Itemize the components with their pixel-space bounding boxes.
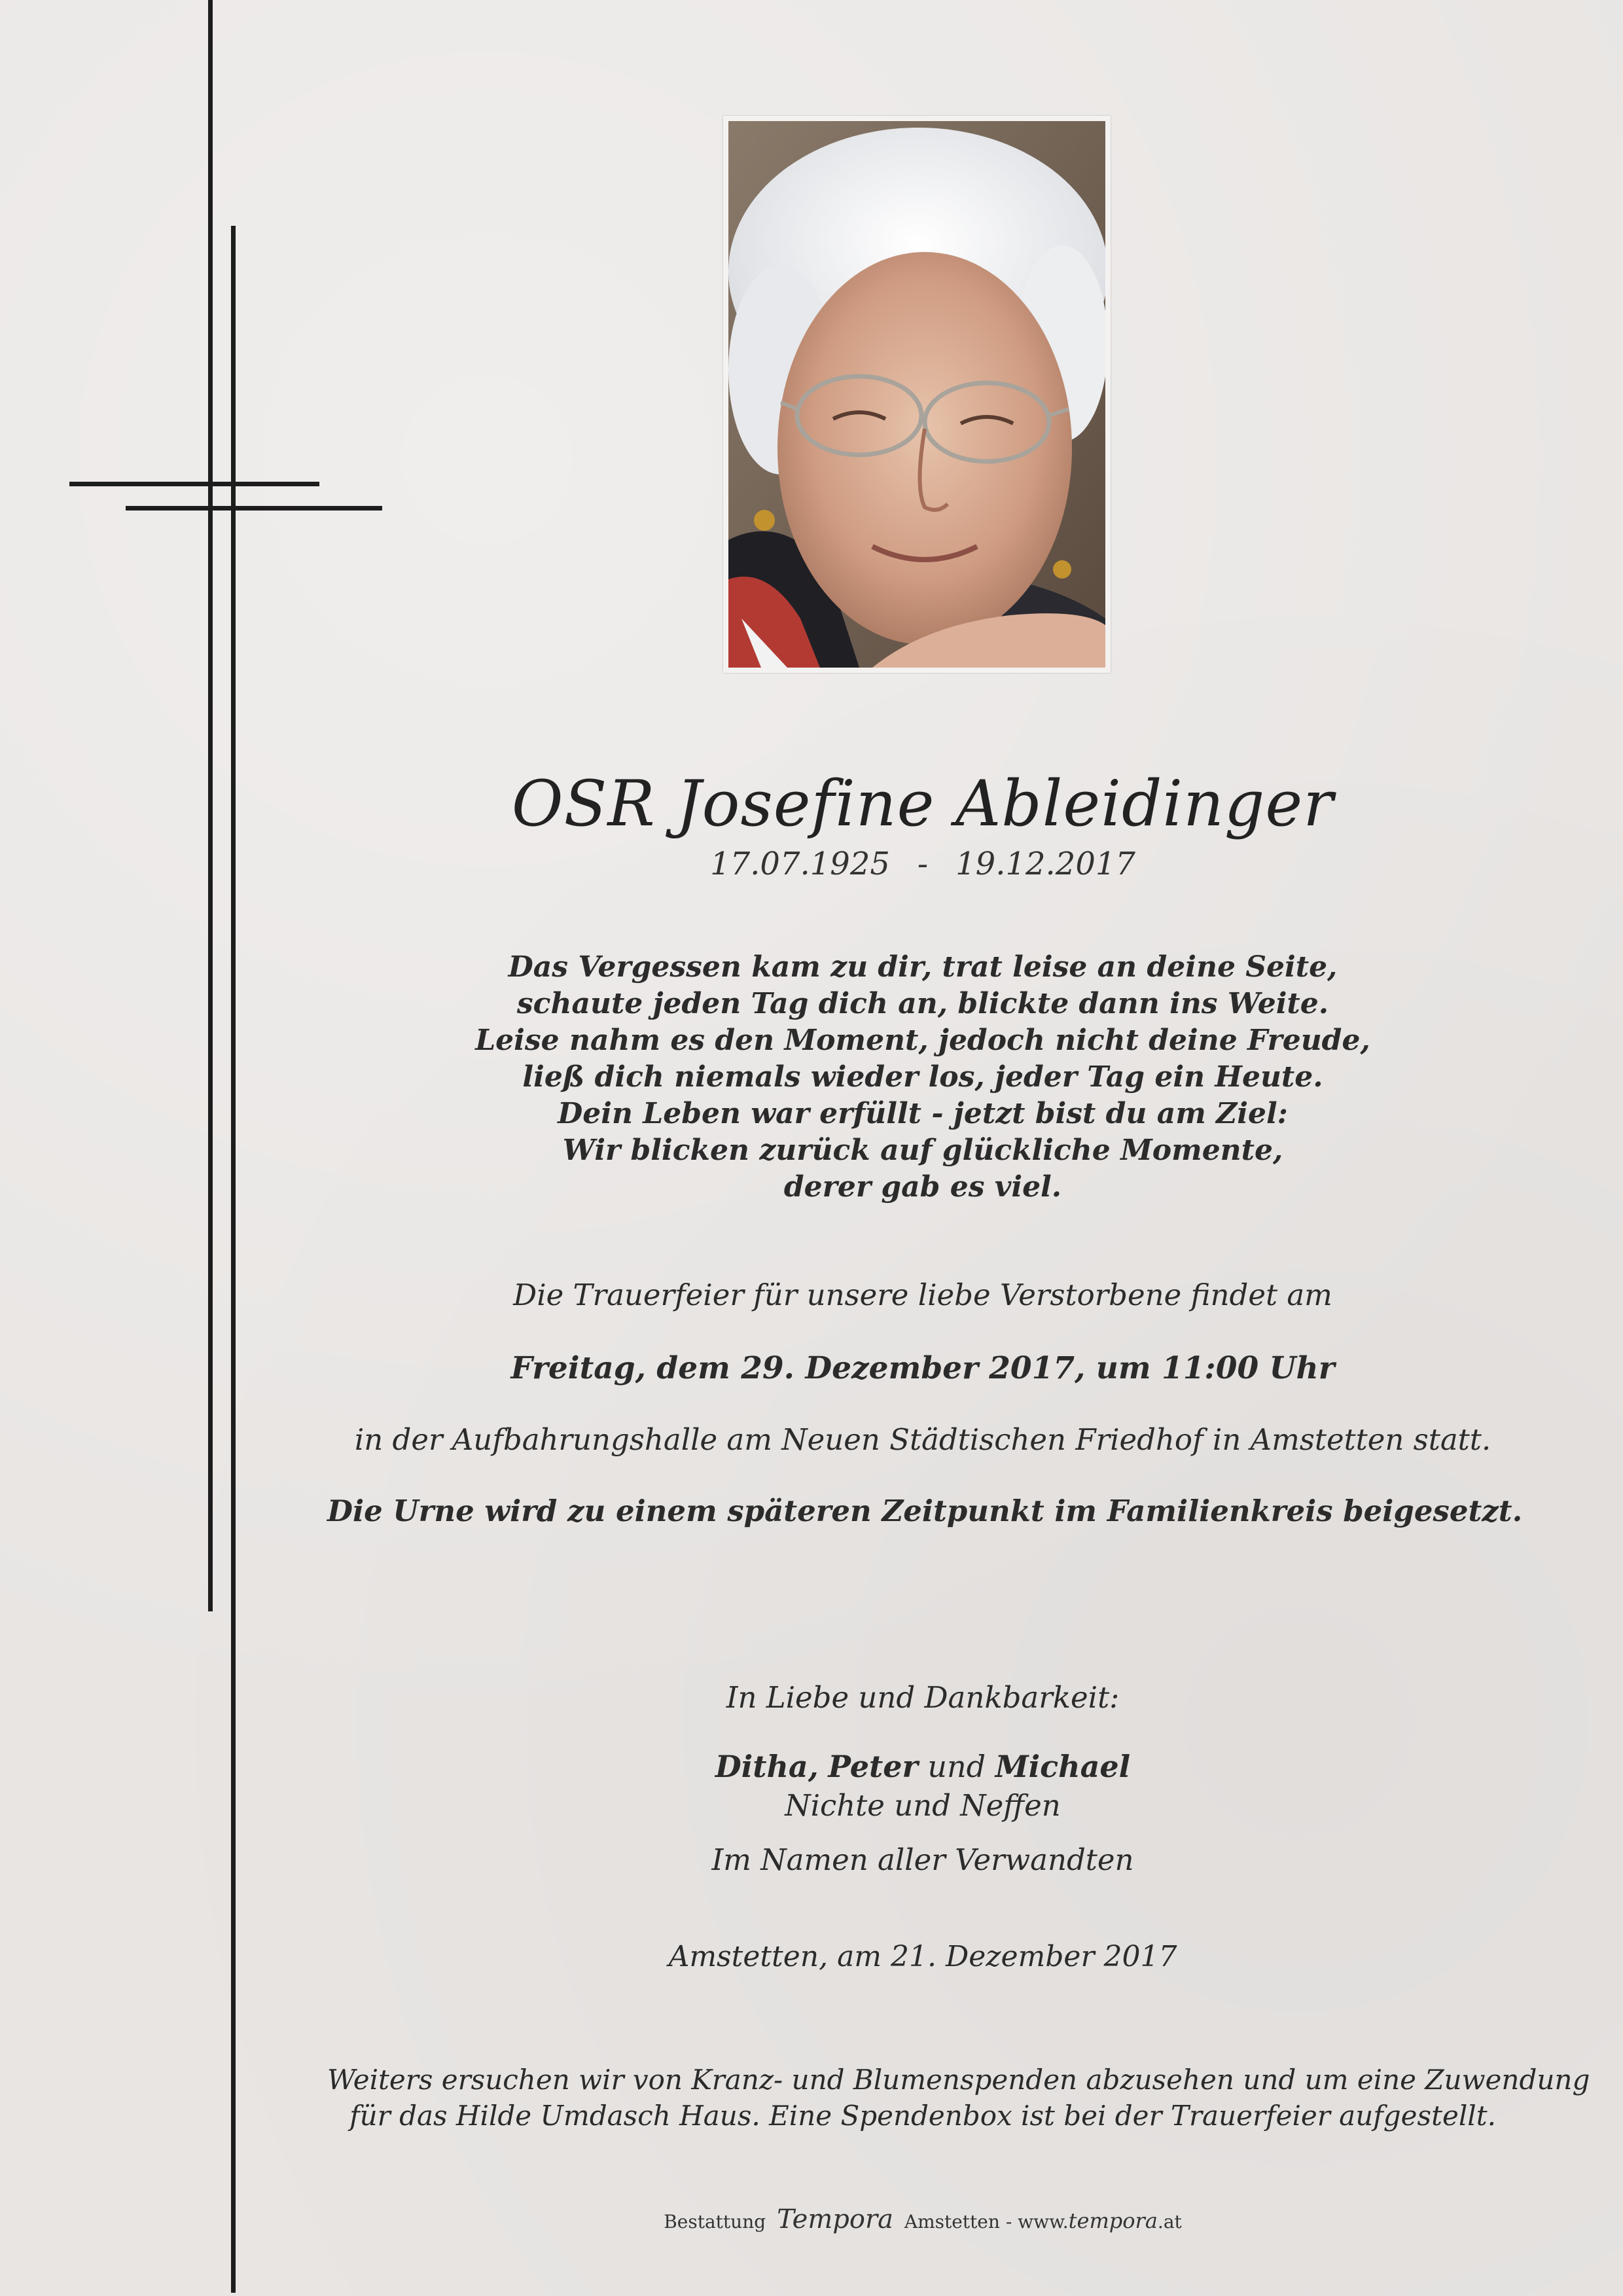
cross-horizontal-line-upper	[69, 482, 319, 486]
deceased-name: OSR Josefine Ableidinger	[511, 767, 1334, 840]
birth-date: 17.07.1925	[710, 846, 890, 882]
death-date: 19.12.2017	[955, 846, 1135, 882]
ceremony-intro: Die Trauerfeier für unsere liebe Verstorbene findet am	[513, 1278, 1332, 1312]
mourner-name-3: Michael	[995, 1749, 1131, 1784]
mourner-conjunction: und	[927, 1749, 986, 1784]
ceremony-datetime: Freitag, dem 29. Dezember 2017, um 11:00 Uhr	[510, 1350, 1335, 1386]
poem-line: Wir blicken zurück auf glückliche Momente,	[562, 1134, 1283, 1167]
mourner-names	[327, 1749, 1518, 1784]
portrait-photo	[723, 116, 1111, 673]
footer-web-brand: tempora	[1068, 2208, 1158, 2233]
poem-line: derer gab es viel.	[783, 1170, 1062, 1204]
signoff: In Liebe und Dankbarkeit:	[726, 1680, 1120, 1715]
poem-line: Dein Leben war erfüllt - jetzt bist du am Ziel:	[558, 1097, 1288, 1130]
funeral-home-footer	[327, 2204, 1518, 2234]
footer-tld: .at	[1157, 2211, 1182, 2233]
portrait-photo-elderly-woman-icon	[728, 121, 1105, 668]
mourner-name-1: Ditha,	[715, 1749, 819, 1784]
place-date: Amstetten, am 21. Dezember 2017	[668, 1940, 1177, 1973]
cross-horizontal-line-lower	[126, 506, 382, 511]
ceremony-location: in der Aufbahrungshalle am Neuen Städtischen Friedhof in Amstetten statt.	[354, 1422, 1491, 1457]
urn-note: Die Urne wird zu einem späteren Zeitpunkt im Familienkreis beigesetzt.	[327, 1494, 1523, 1528]
poem-line: Leise nahm es den Moment, jedoch nicht deine Freude,	[475, 1024, 1370, 1057]
donation-note-line: für das Hilde Umdasch Haus. Eine Spendenbox ist bei der Trauerfeier aufgestellt.	[349, 2100, 1496, 2132]
poem-line: Das Vergessen kam zu dir, trat leise an deine Seite,	[508, 950, 1338, 984]
poem-line: ließ dich niemals wieder los, jeder Tag ein Heute.	[522, 1060, 1323, 1094]
date-separator: -	[917, 846, 929, 882]
donation-note	[327, 2062, 1590, 2134]
cross-vertical-line-right	[231, 226, 236, 2293]
footer-brand-logo: Tempora	[777, 2204, 893, 2234]
life-dates	[327, 846, 1518, 882]
cross-vertical-line-left	[208, 0, 213, 1611]
mourner-relatives: Im Namen aller Verwandten	[711, 1842, 1134, 1877]
mourner-relation: Nichte und Neffen	[785, 1788, 1061, 1823]
footer-prefix: Bestattung	[664, 2211, 766, 2233]
donation-note-line: Weiters ersuchen wir von Kranz- und Blumenspenden abzusehen und um eine Zuwendung	[327, 2064, 1590, 2096]
footer-city: Amstetten - www.	[904, 2211, 1069, 2233]
mourner-name-2: Peter	[828, 1749, 918, 1784]
poem-line: schaute jeden Tag dich an, blickte dann ins Weite.	[516, 987, 1329, 1020]
poem	[327, 949, 1518, 1206]
